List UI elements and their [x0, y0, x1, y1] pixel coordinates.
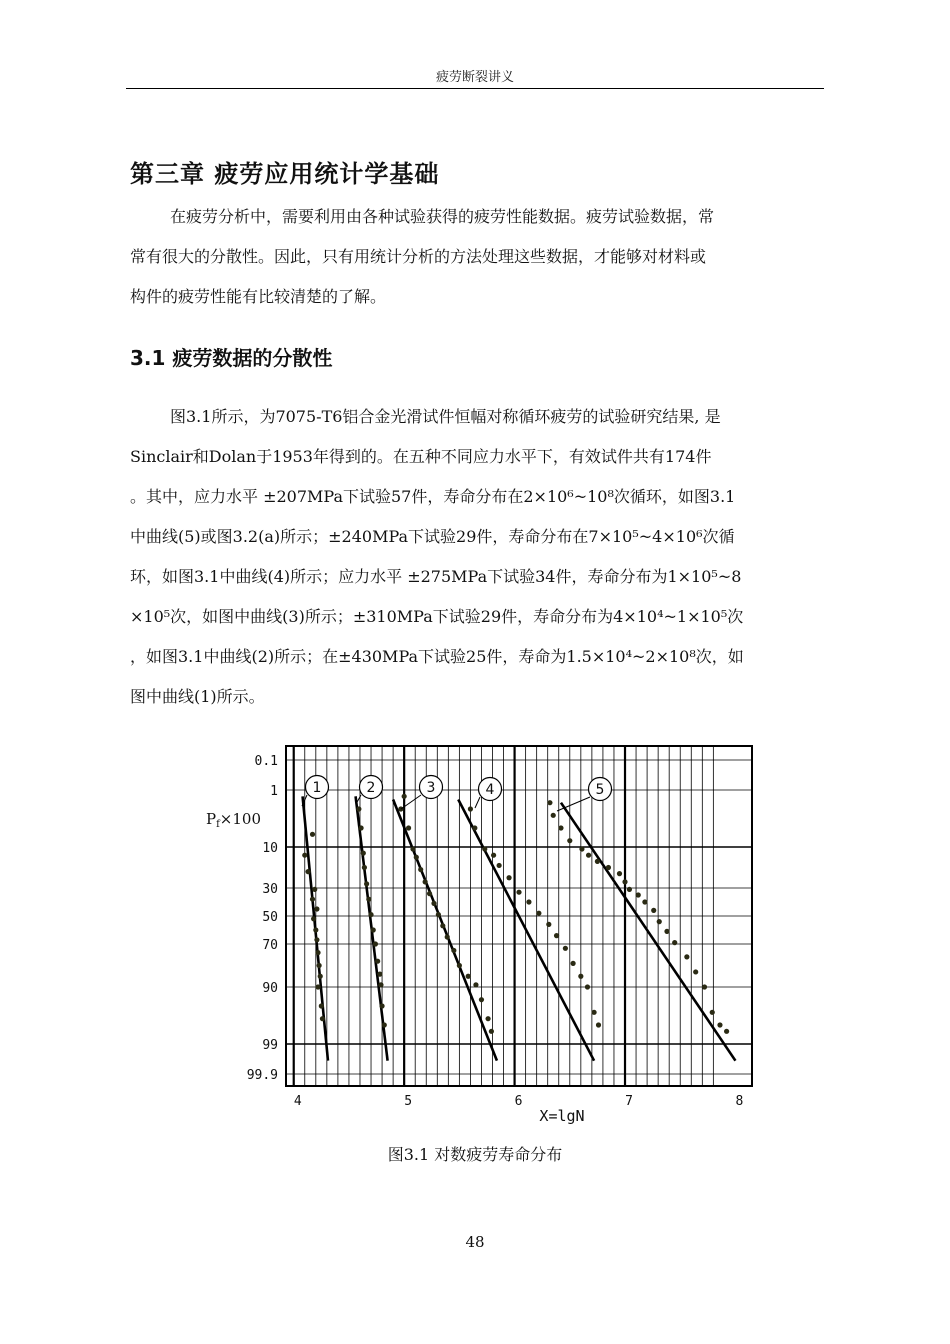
data-point — [431, 901, 436, 906]
data-point — [362, 865, 367, 870]
data-point — [382, 1022, 387, 1027]
data-point — [314, 906, 319, 911]
data-point — [410, 846, 415, 851]
data-point — [356, 806, 361, 811]
data-point — [451, 948, 456, 953]
data-point — [571, 961, 576, 966]
data-point — [379, 1003, 384, 1008]
data-point — [606, 865, 611, 870]
body-line: 环，如图3.1中曲线(4)所示；应力水平 ±275MPa下试验34件，寿命分布为1×10⁵~8 — [130, 567, 742, 586]
data-point — [506, 875, 511, 880]
data-point — [586, 853, 591, 858]
data-point — [579, 846, 584, 851]
data-point — [445, 934, 450, 939]
body-line: ×10⁵次，如图中曲线(3)所示；±310MPa下试验29件，寿命分布为4×10⁴~1×10⁵次 — [130, 607, 744, 626]
data-point — [310, 832, 315, 837]
curve-label-2: 2 — [366, 780, 376, 796]
y-tick-label: 0.1 — [254, 754, 278, 769]
y-tick-label: 90 — [262, 981, 278, 996]
x-tick-label: 8 — [735, 1094, 744, 1109]
data-point — [418, 867, 423, 872]
curve-label-1: 1 — [312, 780, 322, 796]
body-line: 中曲线(5)或图3.2(a)所示；±240MPa下试验29件，寿命分布在7×10⁵~4×10⁶次循 — [130, 527, 735, 546]
curve-label-4: 4 — [485, 782, 495, 798]
data-point — [516, 890, 521, 895]
body-line: Sinclair和Dolan于1953年得到的。在五种不同应力水平下，有效试件共有174件 — [130, 447, 712, 466]
body-line: ，如图3.1中曲线(2)所示；在±430MPa下试验25件，寿命为1.5×10⁴~2×10⁸次，如 — [130, 647, 744, 666]
data-point — [497, 863, 502, 868]
data-point — [622, 879, 627, 884]
data-point — [547, 800, 552, 805]
curve-label-5: 5 — [595, 782, 605, 798]
body-paragraph — [130, 397, 822, 717]
data-point — [491, 853, 496, 858]
fit-line-4 — [458, 800, 594, 1061]
data-point — [485, 1016, 490, 1021]
data-point — [440, 923, 445, 928]
y-tick-label: 1 — [270, 784, 278, 799]
data-point — [636, 892, 641, 897]
running-header: 疲劳断裂讲义 — [435, 70, 514, 85]
data-point — [554, 933, 559, 938]
data-point — [423, 879, 428, 884]
data-point — [724, 1029, 729, 1034]
data-point — [305, 869, 310, 874]
y-tick-label: 70 — [262, 938, 278, 953]
data-point — [657, 919, 662, 924]
data-point — [361, 851, 366, 856]
data-point — [546, 922, 551, 927]
y-tick-label: 30 — [262, 882, 278, 897]
y-tick-label: 50 — [262, 910, 278, 925]
chapter-title: 第三章 疲劳应用统计学基础 — [130, 160, 440, 188]
data-point — [489, 1029, 494, 1034]
body-line: 图中曲线(1)所示。 — [130, 687, 265, 706]
section-title: 3.1 疲劳数据的分散性 — [130, 346, 333, 370]
data-point — [368, 912, 373, 917]
data-point — [563, 946, 568, 951]
data-point — [627, 887, 632, 892]
data-point — [318, 974, 323, 979]
fit-line-5 — [561, 803, 735, 1061]
data-point — [402, 794, 407, 799]
data-point — [313, 927, 318, 932]
curve-label-3: 3 — [426, 780, 436, 796]
intro-line: 构件的疲劳性能有比较清楚的了解。 — [130, 287, 387, 306]
y-tick-label: 10 — [262, 841, 278, 856]
data-point — [457, 963, 462, 968]
data-point — [364, 881, 369, 886]
data-point — [482, 846, 487, 851]
x-axis-label: X=lgN — [539, 1107, 585, 1125]
data-point — [642, 899, 647, 904]
data-point — [317, 963, 322, 968]
figure-3-1 — [190, 736, 770, 1136]
data-point — [427, 891, 432, 896]
data-point — [414, 855, 419, 860]
y-tick-label: 99 — [262, 1038, 278, 1053]
intro-line: 常有很大的分散性。因此，只有用统计分析的方法处理这些数据，才能够对材料或 — [130, 247, 707, 266]
data-point — [398, 806, 403, 811]
y-axis-label: $P_f\times 100$ — [206, 810, 261, 830]
data-point — [320, 1016, 325, 1021]
data-point — [406, 825, 411, 830]
data-point — [717, 1022, 722, 1027]
intro-paragraph — [130, 197, 822, 317]
header-rule — [126, 88, 824, 89]
data-point — [314, 937, 319, 942]
data-point — [319, 1003, 324, 1008]
data-point — [315, 984, 320, 989]
data-point — [315, 950, 320, 955]
data-point — [479, 997, 484, 1002]
page-number: 48 — [465, 1233, 485, 1251]
data-point — [373, 941, 378, 946]
data-point — [366, 897, 371, 902]
x-tick-label: 4 — [293, 1094, 302, 1109]
body-line: 。其中，应力水平 ±207MPa下试验57件，寿命分布在2×10⁶~10⁸次循环，如图3.1 — [130, 487, 736, 506]
data-point — [702, 984, 707, 989]
probability-chart — [190, 736, 770, 1136]
data-point — [472, 825, 477, 830]
intro-line: 在疲劳分析中，需要利用由各种试验获得的疲劳性能数据。疲劳试验数据，常 — [170, 207, 715, 226]
data-point — [596, 1022, 601, 1027]
data-point — [468, 806, 473, 811]
data-point — [378, 982, 383, 987]
data-point — [591, 1010, 596, 1015]
data-point — [371, 927, 376, 932]
data-point — [684, 954, 689, 959]
data-point — [664, 929, 669, 934]
data-point — [466, 974, 471, 979]
data-point — [311, 916, 316, 921]
x-tick-label: 5 — [404, 1094, 413, 1109]
data-point — [585, 984, 590, 989]
x-tick-label: 6 — [514, 1094, 523, 1109]
data-point — [377, 972, 382, 977]
data-point — [312, 887, 317, 892]
data-point — [358, 825, 363, 830]
data-point — [578, 974, 583, 979]
label-leader — [475, 797, 480, 808]
data-point — [302, 853, 307, 858]
data-point — [672, 940, 677, 945]
data-point — [436, 912, 441, 917]
data-point — [473, 982, 478, 987]
data-point — [617, 871, 622, 876]
data-point — [558, 825, 563, 830]
data-point — [536, 911, 541, 916]
data-point — [310, 897, 315, 902]
data-point — [526, 899, 531, 904]
data-point — [693, 969, 698, 974]
data-point — [375, 959, 380, 964]
y-tick-label: 99.9 — [246, 1068, 278, 1083]
data-point — [551, 813, 556, 818]
data-point — [651, 908, 656, 913]
figure-caption: 图3.1 对数疲劳寿命分布 — [387, 1145, 563, 1164]
body-line: 图3.1所示，为7075-T6铝合金光滑试件恒幅对称循环疲劳的试验研究结果, 是 — [170, 407, 721, 426]
data-point — [710, 1010, 715, 1015]
data-point — [567, 838, 572, 843]
data-point — [595, 859, 600, 864]
x-tick-label: 7 — [625, 1094, 633, 1109]
